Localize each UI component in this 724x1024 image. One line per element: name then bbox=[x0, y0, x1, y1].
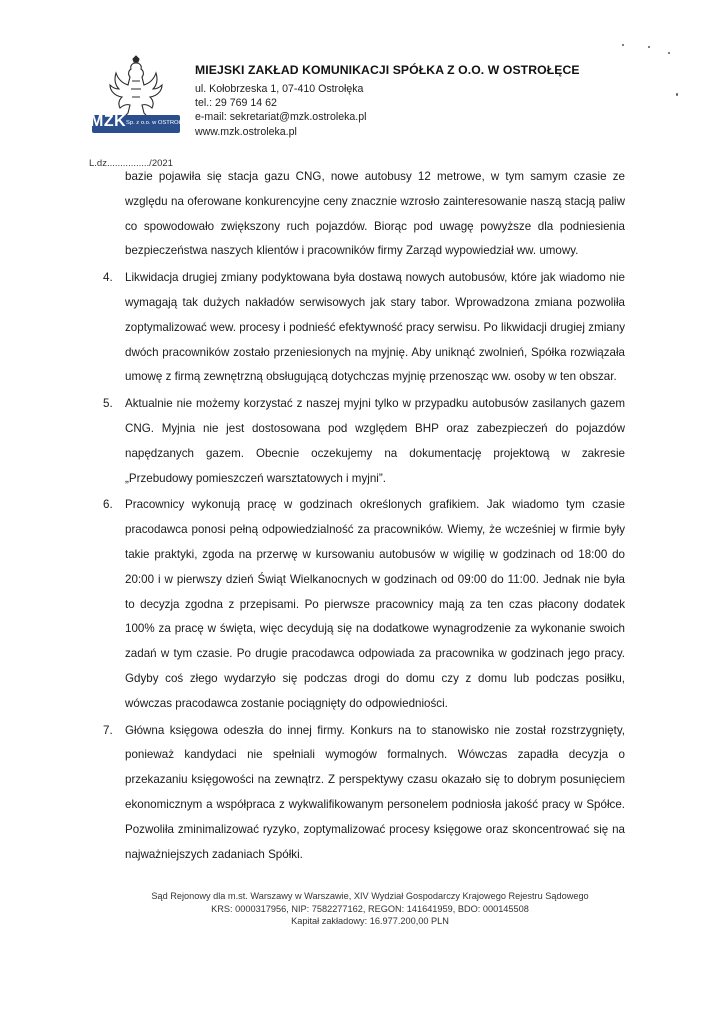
list-item bbox=[95, 392, 625, 491]
scan-speck bbox=[668, 52, 670, 54]
company-name: MIEJSKI ZAKŁAD KOMUNIKACJI SPÓŁKA Z O.O. W OSTROŁĘCE bbox=[195, 63, 580, 77]
footer-share-capital: Kapitał zakładowy: 16.977.200,00 PLN bbox=[291, 916, 449, 927]
scan-speck bbox=[648, 46, 650, 48]
company-website[interactable]: www.mzk.ostroleka.pl bbox=[195, 125, 297, 138]
contact-block bbox=[195, 82, 366, 139]
continued-paragraph: bazie pojawiła się stacja gazu CNG, nowe autobusy 12 metrowe, w tym samym czasie ze względu na oferowane konkurencyjne ceny znacznie wzrosło zainteresowanie naszą stacją paliw co spowodowało zwiększony ruch pojazdów. Biorąc pod uwagę powyższe dla podniesienia bezpieczeństwa naszych klientów i pracowników firmy Zarząd wypowiedział ww. umowy. bbox=[125, 170, 625, 258]
list-item bbox=[95, 266, 625, 390]
letter-body bbox=[95, 165, 625, 867]
logo-subtext: Sp. z o.o. w OSTROŁĘCE bbox=[126, 120, 194, 126]
item-number: 4. bbox=[103, 271, 113, 285]
company-email[interactable]: e-mail: sekretariat@mzk.ostroleka.pl bbox=[195, 111, 367, 124]
item-number: 7. bbox=[103, 723, 113, 737]
list-item bbox=[95, 493, 625, 716]
item-number: 5. bbox=[103, 397, 113, 411]
footer bbox=[90, 890, 650, 928]
scan-speck bbox=[622, 44, 624, 46]
footer-registration-numbers: KRS: 0000317956, NIP: 7582277162, REGON: 141641959, BDO: 000145508 bbox=[211, 903, 529, 914]
company-address: ul. Kołobrzeska 1, 07-410 Ostrołęka bbox=[195, 83, 364, 95]
reference-number: L.dz................/2021 bbox=[89, 158, 173, 169]
item-number: 6. bbox=[103, 498, 113, 512]
company-phone: tel.: 29 769 14 62 bbox=[195, 97, 277, 110]
item-text: Likwidacja drugiej zmiany podyktowana była dostawą nowych autobusów, które jak wiadomo nie wymagają tak dużych nakładów serwisowych jak stary tabor. Wprowadzona zmiana pozwoliła zoptymalizować wew. procesy i podnieść efektywność pracy serwisu. Po likwidacji drugiej zmiany dwóch pracowników zostało przeniesionych na myjnię. Aby uniknąć zwolnień, Spółka rozwiązała umowę z firmą zewnętrzną obsługującą dotychczas myjnię przenosząc ww. osoby w ten obszar. bbox=[125, 271, 625, 384]
item-text: Pracownicy wykonują pracę w godzinach określonych grafikiem. Jak wiadomo tym czasie pracodawca ponosi pełną odpowiedzialność za pracowników. Wiemy, że wcześniej w firmie były takie praktyki, zgoda na przerwę w kursowaniu autobusów w wigilię w godzinach od 18:00 do 20:00 i w pierwszy dzień Świąt Wielkanocnych w godzinach od 09:00 do 11:00. Jednak nie była to decyzja zgodna z przepisami. Po pierwsze pracownicy mają za ten czas płacony dodatek 100% za pracę w święta, więc decydują się na dodatkowe wynagrodzenie za wykonanie swoich zadań w tym czasie. Po drugie pracodawca odpowiada za pracownika w godzinach jego pracy. Gdyby coś złego wydarzyło się podczas drogi do domu czy z domu lub podczas posiłku, wówczas pracodawca zostanie pociągnięty do odpowiedniości. bbox=[125, 498, 625, 710]
item-text: Aktualnie nie możemy korzystać z naszej myjni tylko w przypadku autobusów zasilanych gazem CNG. Myjnia nie jest dostosowana pod względem BHP oraz zabezpieczeń do pojazdów napędzanych gazem. Obecnie oczekujemy na dokumentację projektową w zakresie „Przebudowy pomieszczeń warsztatowych i myjni”. bbox=[125, 397, 625, 485]
list-item bbox=[95, 719, 625, 868]
footer-court-registry: Sąd Rejonowy dla m.st. Warszawy w Warszawie, XIV Wydział Gospodarczy Krajowego Rejestru Sądowego bbox=[151, 891, 589, 901]
logo-wordmark: MZK bbox=[90, 113, 127, 130]
item-text: Główna księgowa odeszła do innej firmy. Konkurs na to stanowisko nie został rozstrzygnięty, ponieważ kandydaci nie spełniali wymogów formalnych. Wówczas zapadła decyzja o przekazaniu księgowości na zewnątrz. Z perspektywy czasu okazało się to dobrym posunięciem ekonomicznym a współpraca z wykwalifikowanym personelem podniosła jakość pracy w Spółce. Pozwoliła zminimalizować ryzyko, zoptymalizować procesy księgowe oraz skoncentrować się na najważniejszych zadaniach Spółki. bbox=[125, 723, 625, 861]
scan-speck bbox=[676, 93, 678, 96]
